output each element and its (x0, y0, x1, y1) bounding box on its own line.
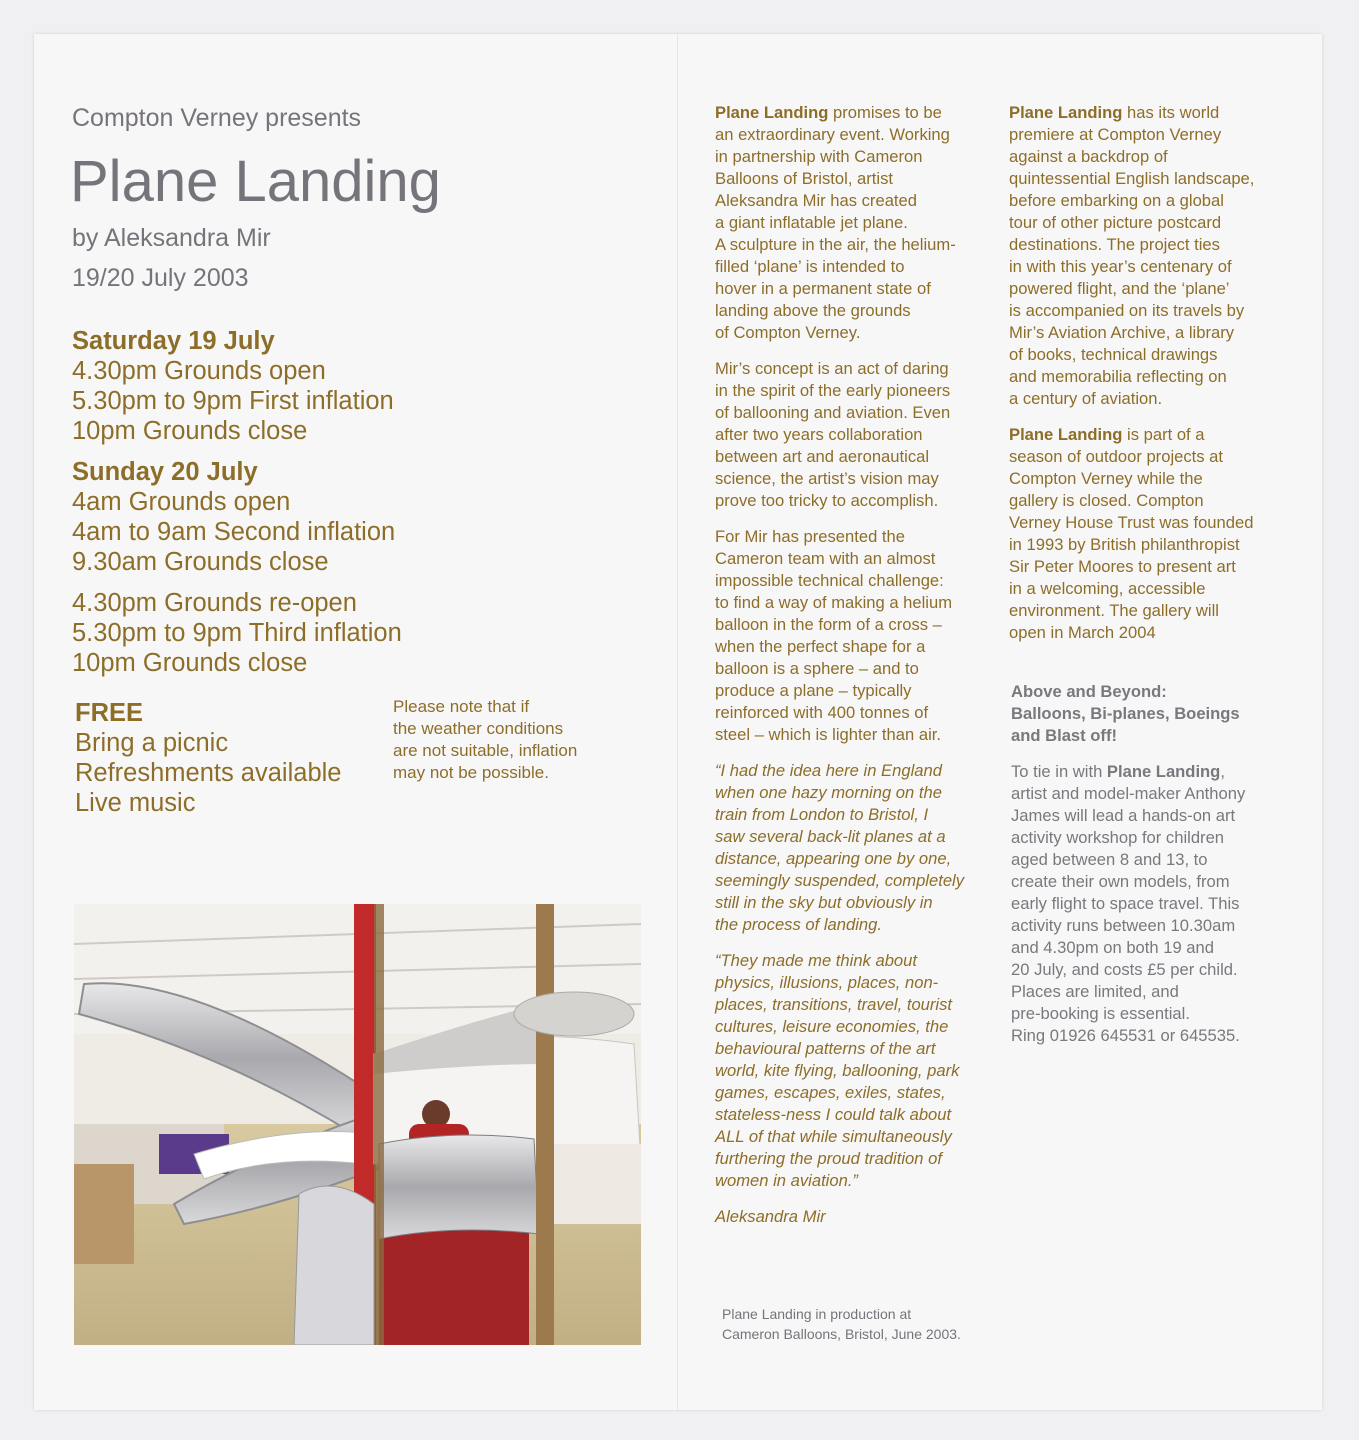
schedule-item: 5.30pm to 9pm Third inflation (72, 619, 402, 647)
text-line: in the spirit of the early pioneers (715, 381, 951, 400)
text-line: pre-booking is essential. (1011, 1004, 1190, 1023)
text-line: Cameron team with an almost (715, 549, 936, 568)
plane-landing-bold: Plane Landing (715, 103, 829, 122)
text-line: of books, technical drawings (1009, 345, 1218, 364)
text-line: distance, appearing one by one, (715, 849, 952, 868)
heading-line: Balloons, Bi-planes, Boeings (1011, 704, 1240, 723)
text-line: Balloons of Bristol, artist (715, 169, 893, 188)
text-line: season of outdoor projects at (1009, 447, 1224, 466)
text-line: in 1993 by British philanthropist (1009, 535, 1240, 554)
text-line: world, kite flying, ballooning, park (715, 1061, 960, 1080)
text-line: after two years collaboration (715, 425, 923, 444)
note-line: the weather conditions (393, 719, 564, 738)
text-line: science, the artist’s vision may (715, 469, 939, 488)
premiere-paragraph (1009, 102, 1299, 410)
photo-caption (722, 1304, 961, 1344)
plane-landing-bold: Plane Landing (1106, 762, 1221, 781)
schedule-item: 4.30pm Grounds open (72, 357, 326, 385)
text-line: seemingly suspended, completely (715, 871, 965, 890)
text-line: “They made me think about (715, 951, 917, 970)
schedule-item: 4am Grounds open (72, 488, 291, 516)
text-line: Places are limited, and (1011, 982, 1179, 1001)
text-line: to find a way of making a helium (715, 593, 953, 612)
sunday-evening-schedule (72, 588, 402, 678)
text-line: cultures, leisure economies, the (715, 1017, 949, 1036)
text-line: train from London to Bristol, I (715, 805, 929, 824)
schedule-item: 4am to 9am Second inflation (72, 518, 396, 546)
workshop-heading (1011, 681, 1301, 747)
text-line: women in aviation.” (715, 1171, 858, 1190)
sunday-schedule (72, 457, 395, 577)
text-line: and 4.30pm on both 19 and (1011, 938, 1214, 957)
concept-paragraph (715, 358, 1005, 512)
text-line: “I had the idea here in England (715, 761, 942, 780)
note-line: are not suitable, inflation (393, 741, 578, 760)
free-heading: FREE (75, 699, 144, 727)
caption-line: Cameron Balloons, Bristol, June 2003. (722, 1326, 961, 1342)
text-line: reinforced with 400 tonnes of (715, 703, 929, 722)
caption-line: Plane Landing in production at (722, 1306, 912, 1322)
text-line: stateless-ness I could talk about (715, 1105, 952, 1124)
plane-landing-bold: Plane Landing (1009, 425, 1123, 444)
text-line: environment. The gallery will (1009, 601, 1219, 620)
text-line: when the perfect shape for a (715, 637, 926, 656)
middle-column (715, 102, 1005, 1242)
workshop-paragraph (1011, 761, 1301, 1047)
text-line: against a backdrop of (1009, 147, 1168, 166)
text-line: aged between 8 and 13, to (1011, 850, 1208, 869)
text-line: physics, illusions, places, non- (715, 973, 939, 992)
text-line: premiere at Compton Verney (1009, 125, 1222, 144)
text-line: Mir’s Aviation Archive, a library (1009, 323, 1235, 342)
text-line: Ring 01926 645531 or 645535. (1011, 1026, 1240, 1045)
saturday-schedule (72, 326, 394, 446)
text-line: is part of a (1122, 425, 1205, 444)
text-line: behavioural patterns of the art (715, 1039, 936, 1058)
text-fragment: , (1220, 762, 1225, 781)
text-line: For Mir has presented the (715, 527, 905, 546)
page-title: Plane Landing (70, 149, 441, 214)
text-line: of Compton Verney. (715, 323, 861, 342)
free-item: Live music (75, 789, 196, 817)
text-line: quintessential English landscape, (1009, 169, 1255, 188)
text-line: has its world (1122, 103, 1220, 122)
schedule-item: 9.30am Grounds close (72, 548, 329, 576)
saturday-heading: Saturday 19 July (72, 327, 275, 355)
free-item: Refreshments available (75, 759, 342, 787)
presents-line: Compton Verney presents (72, 104, 362, 132)
text-line: ALL of that while simultaneously (715, 1127, 952, 1146)
plane-landing-bold: Plane Landing (1009, 103, 1123, 122)
schedule-item: 5.30pm to 9pm First inflation (72, 387, 394, 415)
text-line: when one hazy morning on the (715, 783, 942, 802)
text-line: gallery is closed. Compton (1009, 491, 1204, 510)
text-line: still in the sky but obviously in (715, 893, 933, 912)
text-line: landing above the grounds (715, 301, 911, 320)
text-line: hover in a permanent state of (715, 279, 931, 298)
text-line: in partnership with Cameron (715, 147, 923, 166)
free-info (75, 698, 341, 818)
text-line: powered flight, and the ‘plane’ (1009, 279, 1230, 298)
weather-note (393, 696, 623, 784)
text-line: A sculpture in the air, the helium- (715, 235, 956, 254)
season-paragraph (1009, 424, 1299, 644)
text-line: activity runs between 10.30am (1011, 916, 1236, 935)
production-photo (74, 904, 641, 1345)
schedule-item: 10pm Grounds close (72, 417, 308, 445)
challenge-paragraph (715, 526, 1005, 746)
text-line: steel – which is lighter than air. (715, 725, 941, 744)
text-line: before embarking on a global (1009, 191, 1224, 210)
text-line: promises to be (828, 103, 942, 122)
quote-paragraph-1 (715, 760, 1005, 936)
text-line: activity workshop for children (1011, 828, 1225, 847)
free-item: Bring a picnic (75, 729, 229, 757)
note-line: Please note that if (393, 697, 530, 716)
text-line: impossible technical challenge: (715, 571, 944, 590)
text-line: balloon in the form of a cross – (715, 615, 942, 634)
intro-paragraph (715, 102, 1005, 344)
quote-paragraph-2 (715, 950, 1005, 1192)
text-line: in a welcoming, accessible (1009, 579, 1206, 598)
text-line: balloon is a sphere – and to (715, 659, 919, 678)
text-line: 20 July, and costs £5 per child. (1011, 960, 1238, 979)
text-line: a century of aviation. (1009, 389, 1163, 408)
heading-line: and Blast off! (1011, 726, 1118, 745)
text-line: Aleksandra Mir has created (715, 191, 917, 210)
text-line: filled ‘plane’ is intended to (715, 257, 905, 276)
text-line: open in March 2004 (1009, 623, 1156, 642)
text-line: of ballooning and aviation. Even (715, 403, 951, 422)
text-fragment: To tie in with (1011, 762, 1107, 781)
text-line: prove too tricky to accomplish. (715, 491, 939, 510)
text-line: the process of landing. (715, 915, 882, 934)
right-column-bottom (1011, 681, 1301, 1061)
text-line: furthering the proud tradition of (715, 1149, 942, 1168)
sunday-heading: Sunday 20 July (72, 458, 258, 486)
schedule-item: 4.30pm Grounds re-open (72, 589, 357, 617)
text-line: in with this year’s centenary of (1009, 257, 1232, 276)
text-line: places, transitions, travel, tourist (715, 995, 953, 1014)
text-line: destinations. The project ties (1009, 235, 1220, 254)
event-dates: 19/20 July 2003 (72, 264, 249, 292)
text-line: James will lead a hands-on art (1011, 806, 1236, 825)
text-line: create their own models, from (1011, 872, 1230, 891)
text-line: artist and model-maker Anthony (1011, 784, 1246, 803)
text-line: an extraordinary event. Working (715, 125, 950, 144)
text-line: Mir’s concept is an act of daring (715, 359, 949, 378)
text-line: a giant inflatable jet plane. (715, 213, 908, 232)
right-column-top (1009, 102, 1299, 658)
text-line: produce a plane – typically (715, 681, 912, 700)
text-line: between art and aeronautical (715, 447, 930, 466)
text-line: games, escapes, exiles, states, (715, 1083, 946, 1102)
text-line: Sir Peter Moores to present art (1009, 557, 1236, 576)
fold-line (677, 34, 678, 1410)
text-line: tour of other picture postcard (1009, 213, 1222, 232)
schedule-item: 10pm Grounds close (72, 649, 308, 677)
text-line: is accompanied on its travels by (1009, 301, 1245, 320)
text-line: early flight to space travel. This (1011, 894, 1240, 913)
text-line: saw several back-lit planes at a (715, 827, 946, 846)
byline: by Aleksandra Mir (72, 224, 271, 252)
text-line: and memorabilia reflecting on (1009, 367, 1227, 386)
note-line: may not be possible. (393, 763, 549, 782)
text-line: Compton Verney while the (1009, 469, 1203, 488)
text-line: Verney House Trust was founded (1009, 513, 1254, 532)
heading-line: Above and Beyond: (1011, 682, 1167, 701)
quote-signature: Aleksandra Mir (715, 1207, 826, 1226)
